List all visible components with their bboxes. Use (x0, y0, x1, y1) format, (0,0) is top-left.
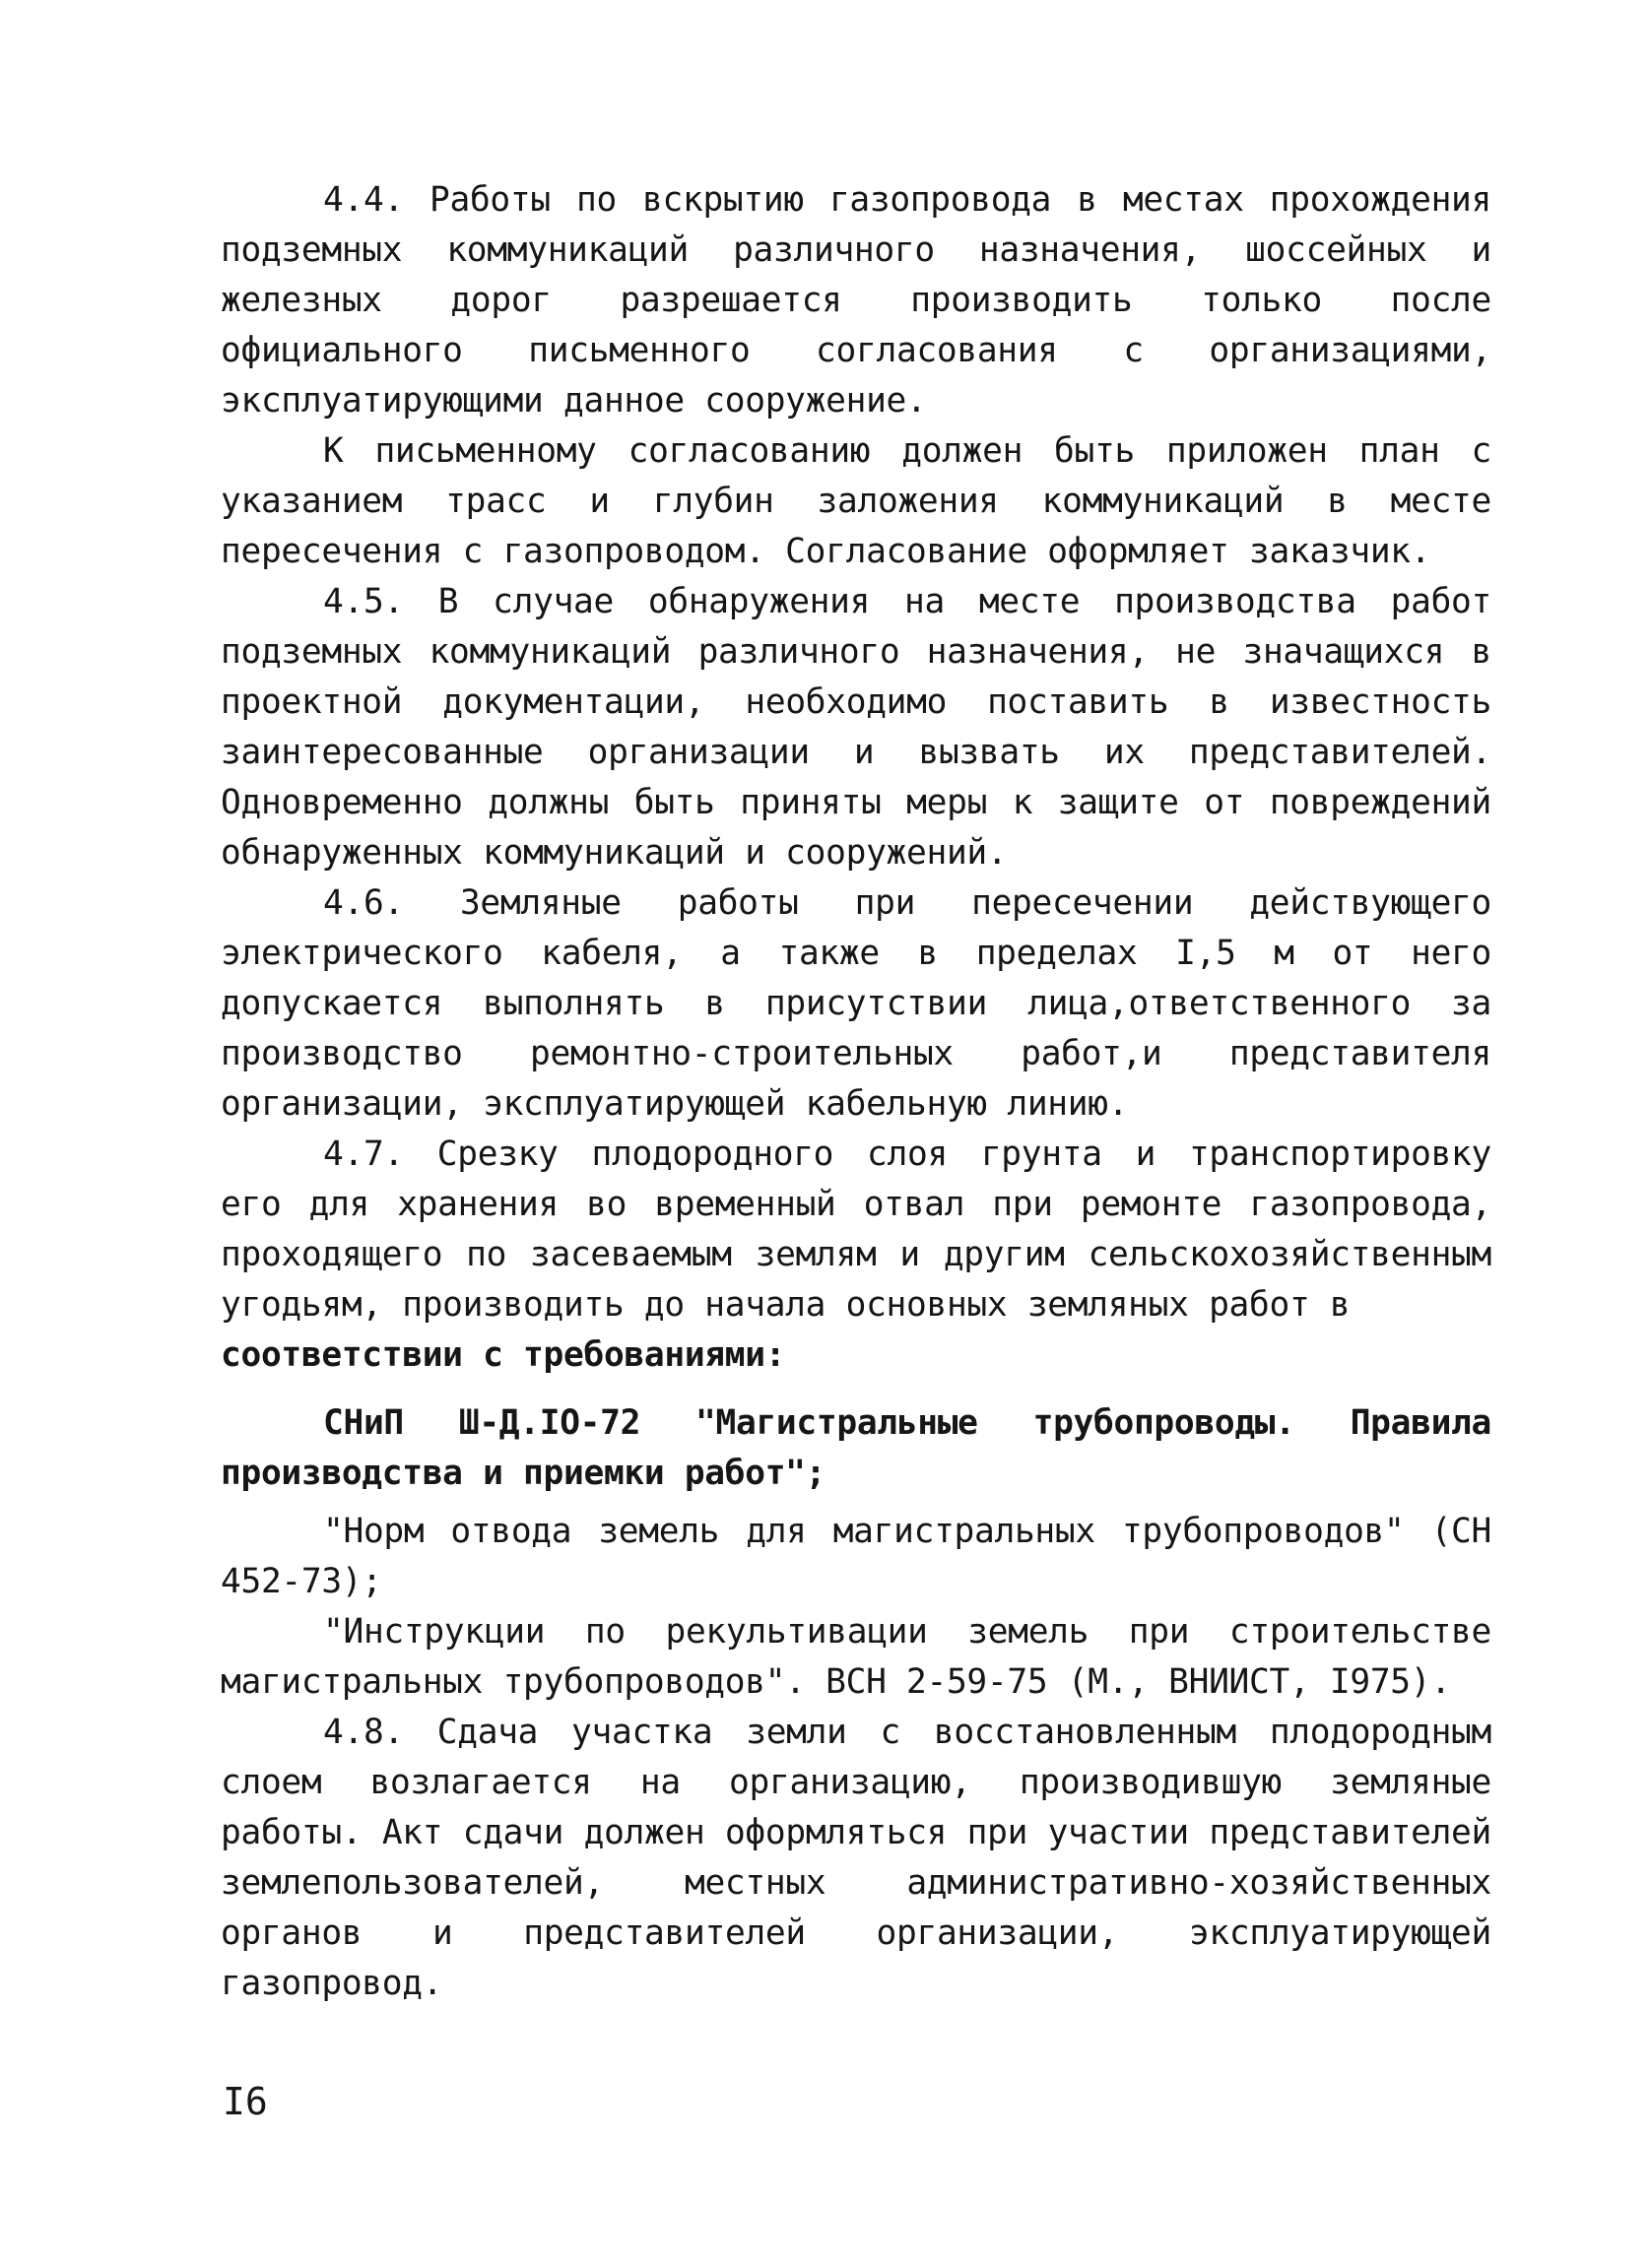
paragraph-approval-plan: К письменному согласованию должен быть приложен план с указанием трасс и глубин заложения коммуникаций в месте пересечения с газопроводом. Согласование оформляет заказчик. (221, 431, 1491, 571)
page-number: I6 (223, 2080, 268, 2123)
recultivation-instructions-reference: "Инструкции по рекультивации земель при строительстве магистральных трубопроводов". ВСН 2-59-75 (М., ВНИИСТ, I975). (221, 1612, 1491, 1702)
body-text (221, 175, 1491, 2009)
paragraph-4-7: 4.7. Срезку плодородного слоя грунта и транспортировку его для хранения во временный отвал при ремонте газопровода, проходящего по засеваемым землям и другим сельскохозяйственным угодьям, производить до начала основных земляных работ в (221, 1134, 1491, 1325)
snip-reference: СНиП Ш-Д.IO-72 "Магистральные трубопроводы. Правила производства и приемки работ"; (221, 1403, 1491, 1493)
requirements-header: соответствии с требованиями: (221, 1335, 786, 1375)
paragraph-4-4: 4.4. Работы по вскрытию газопровода в местах прохождения подземных коммуникаций различного назначения, шоссейных и железных дорог разрешается производить только после официального письменного согласования с организациями, эксплуатирующими данное сооружение. (221, 180, 1491, 421)
paragraph-4-6: 4.6. Земляные работы при пересечении действующего электрического кабеля, а также в пределах I,5 м от него допускается выполнять в присутствии лица,ответственного за производство ремонтно-строительных работ,и представителя организации, эксплуатирующей кабельную линию. (221, 883, 1491, 1124)
paragraph-4-5: 4.5. В случае обнаружения на месте производства работ подземных коммуникаций различного назначения, не значащихся в проектной документации, необходимо поставить в известность заинтересованные организации и вызвать их представителей. Одновременно должны быть приняты меры к защите от повреждений обнаруженных коммуникаций и сооружений. (221, 582, 1491, 873)
paragraph-4-8: 4.8. Сдача участка земли с восстановленным плодородным слоем возлагается на организацию, производившую земляные работы. Акт сдачи должен оформляться при участии представителей землепользователей, местных административно-хозяйственных органов и представителей организации, эксплуатирующей газопровод. (221, 1713, 1491, 2003)
land-allocation-norms-reference: "Норм отвода земель для магистральных трубопроводов" (СН 452-73); (221, 1512, 1491, 1601)
